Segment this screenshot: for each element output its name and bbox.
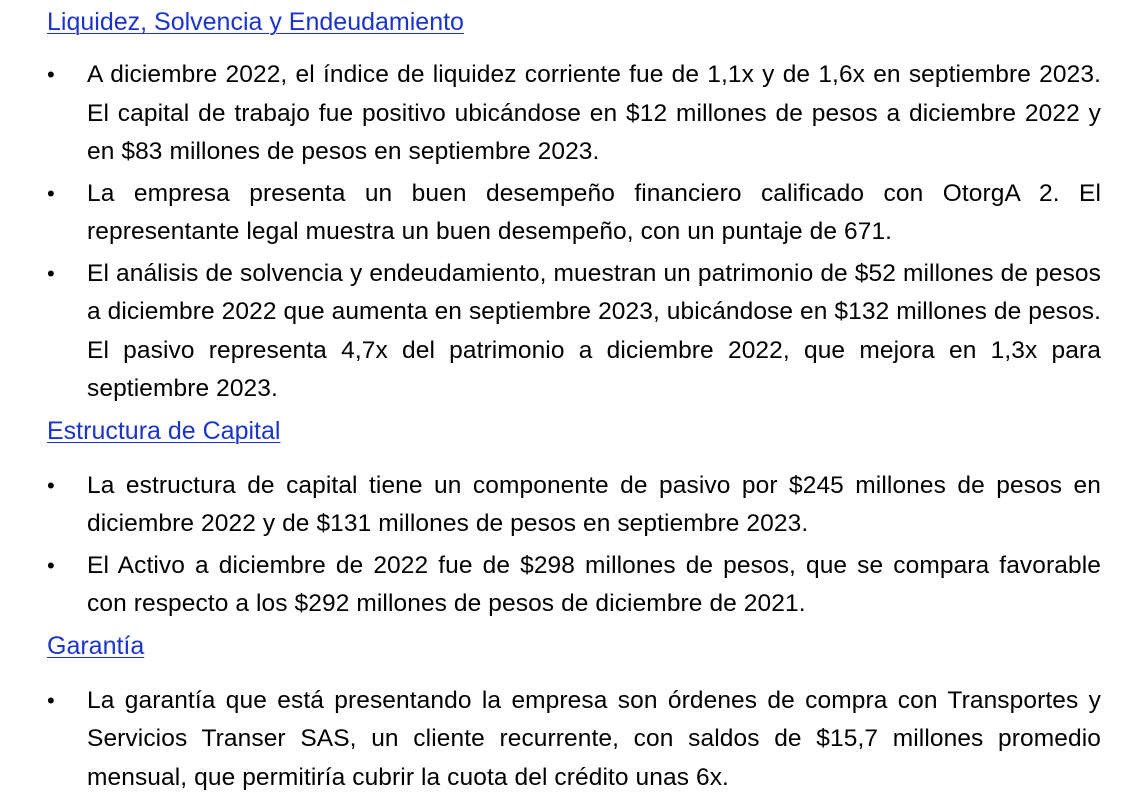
section-heading-row <box>47 415 1101 449</box>
bullet-text: La garantía que está presentando la empresa son órdenes de compra con Transportes y Servicios Transer SAS, un cliente recurrente, con saldos de $15,7 millones promedio mensual, que permitiría cubrir la cuota del crédito unas 6x. <box>87 687 1101 791</box>
list-item <box>47 56 1101 172</box>
list-item <box>47 255 1101 409</box>
list-item <box>47 467 1101 544</box>
bullet-text: La estructura de capital tiene un componente de pasivo por $245 millones de pesos en diciembre 2022 y de $131 millones de pesos en septiembre 2023. <box>87 472 1101 538</box>
bullet-icon: • <box>47 682 67 721</box>
list-item <box>47 175 1101 252</box>
bullet-list-estructura-capital <box>47 467 1101 624</box>
section-heading-row <box>47 6 1101 40</box>
section-heading-garantia[interactable]: Garantía <box>47 630 144 662</box>
section-heading-estructura-capital[interactable]: Estructura de Capital <box>47 415 280 447</box>
bullet-icon: • <box>47 175 67 214</box>
bullet-text: La empresa presenta un buen desempeño financiero calificado con OtorgA 2. El representante legal muestra un buen desempeño, con un puntaje de 671. <box>87 180 1101 246</box>
section-heading-row <box>47 630 1101 664</box>
bullet-text: A diciembre 2022, el índice de liquidez corriente fue de 1,1x y de 1,6x en septiembre 2023. El capital de trabajo fue positivo ubicándose en $12 millones de pesos a diciembre 2022 y en $83 millones de pesos en septiembre 2023. <box>87 61 1101 165</box>
list-item <box>47 682 1101 797</box>
section-heading-liquidez[interactable]: Liquidez, Solvencia y Endeudamiento <box>47 6 464 38</box>
bullet-text: El análisis de solvencia y endeudamiento, muestran un patrimonio de $52 millones de pesos a diciembre 2022 que aumenta en septiembre 2023, ubicándose en $132 millones de pesos. El pasivo representa 4,7x del patrimonio a diciembre 2022, que mejora en 1,3x para septiembre 2023. <box>87 260 1101 403</box>
bullet-list-garantia <box>47 682 1101 797</box>
bullet-icon: • <box>47 547 67 586</box>
bullet-icon: • <box>47 467 67 506</box>
bullet-icon: • <box>47 255 67 294</box>
list-item <box>47 547 1101 624</box>
bullet-text: El Activo a diciembre de 2022 fue de $298 millones de pesos, que se compara favorable con respecto a los $292 millones de pesos de diciembre de 2021. <box>87 552 1101 618</box>
bullet-list-liquidez <box>47 56 1101 409</box>
bullet-icon: • <box>47 56 67 95</box>
